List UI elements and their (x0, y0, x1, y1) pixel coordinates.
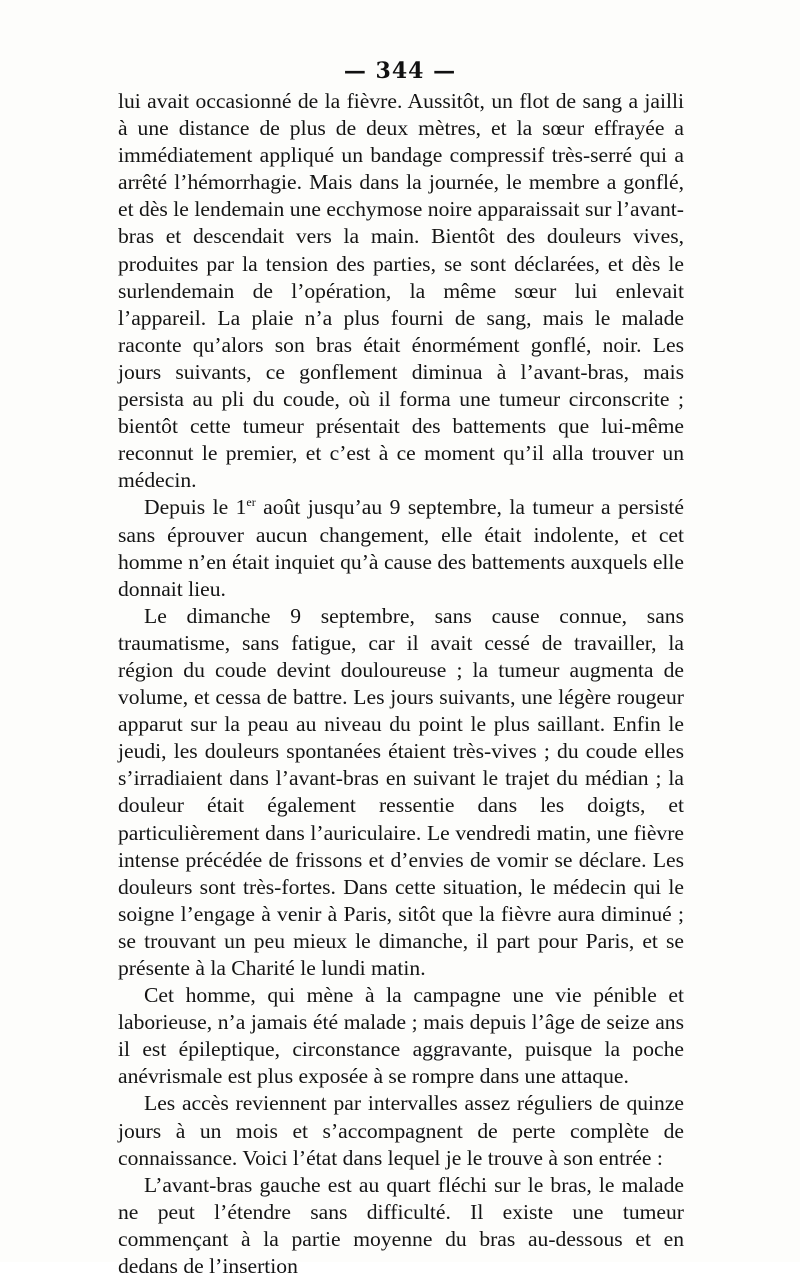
paragraph-5: Les accès reviennent par intervalles assez réguliers de quinze jours à un mois et s’accompagnent de perte complète de connaissance. Voici l’état dans lequel je le trouve à son entrée : (118, 1091, 684, 1170)
paragraph-3: Le dimanche 9 septembre, sans cause connue, sans traumatisme, sans fatigue, car il avait cessé de travailler, la région du coude devint douloureuse ; la tumeur augmenta de volume, et cessa de battre. Les jours suivants, une légère rougeur apparut sur la peau au niveau du point le plus saillant. Enfin le jeudi, les douleurs spontanées étaient très-vives ; du coude elles s’irradiaient dans l’avant-bras en suivant le trajet du médian ; la douleur était également ressentie dans les doigts, et particulièrement dans l’auriculaire. Le vendredi matin, une fièvre intense précédée de frissons et d’envies de vomir se déclare. Les douleurs sont très-fortes. Dans cette situation, le médecin qui le soigne l’engage à venir à Paris, sitôt que la fièvre aura diminué ; se trouvant un peu mieux le dimanche, il part pour Paris, et se présente à la Charité le lundi matin. (118, 603, 684, 980)
paragraph-4: Cet homme, qui mène à la campagne une vie pénible et laborieuse, n’a jamais été malade ; mais depuis l’âge de seize ans il est épileptique, circonstance aggravante, puisque la poche anévrismale est plus exposée à se rompre dans une attaque. (118, 983, 684, 1089)
paragraph-2-start: Depuis le 1 (144, 495, 247, 520)
paragraph-2-rest: août jusqu’au 9 septembre, la tumeur a persisté sans éprouver aucun changement, elle était indolente, et cet homme n’en était inquiet qu’à cause des battements auxquels elle donnait lieu. (118, 495, 684, 601)
paragraph-2 (118, 494, 684, 602)
paragraph-1: lui avait occasionné de la fièvre. Aussitôt, un flot de sang a jailli à une distance de plus de deux mètres, et la sœur effrayée a immédiatement appliqué un bandage compressif très-serré qui a arrêté l’hémorrhagie. Mais dans la journée, le membre a gonflé, et dès le lendemain une ecchymose noire apparaissait sur l’avant-bras et descendait vers la main. Bientôt des douleurs vives, produites par la tension des parties, se sont déclarées, et dès le surlendemain de l’opération, la même sœur lui enlevait l’appareil. La plaie n’a plus fourni de sang, mais le malade raconte qu’alors son bras était énormément gonflé, noir. Les jours suivants, ce gonflement diminua à l’avant-bras, mais persista au pli du coude, où il forma une tumeur circonscrite ; bientôt cette tumeur présentait des battements que lui-même reconnut le premier, et c’est à ce moment qu’il alla trouver un médecin. (118, 89, 684, 493)
page-number: — 344 — (343, 58, 457, 84)
ordinal-superscript: er (246, 495, 256, 510)
body-text (118, 88, 684, 1280)
paragraph-6: L’avant-bras gauche est au quart fléchi sur le bras, le malade ne peut l’étendre sans difficulté. Il existe une tumeur commençant à la partie moyenne du bras au-dessous et en dedans de l’insertion (118, 1172, 684, 1279)
